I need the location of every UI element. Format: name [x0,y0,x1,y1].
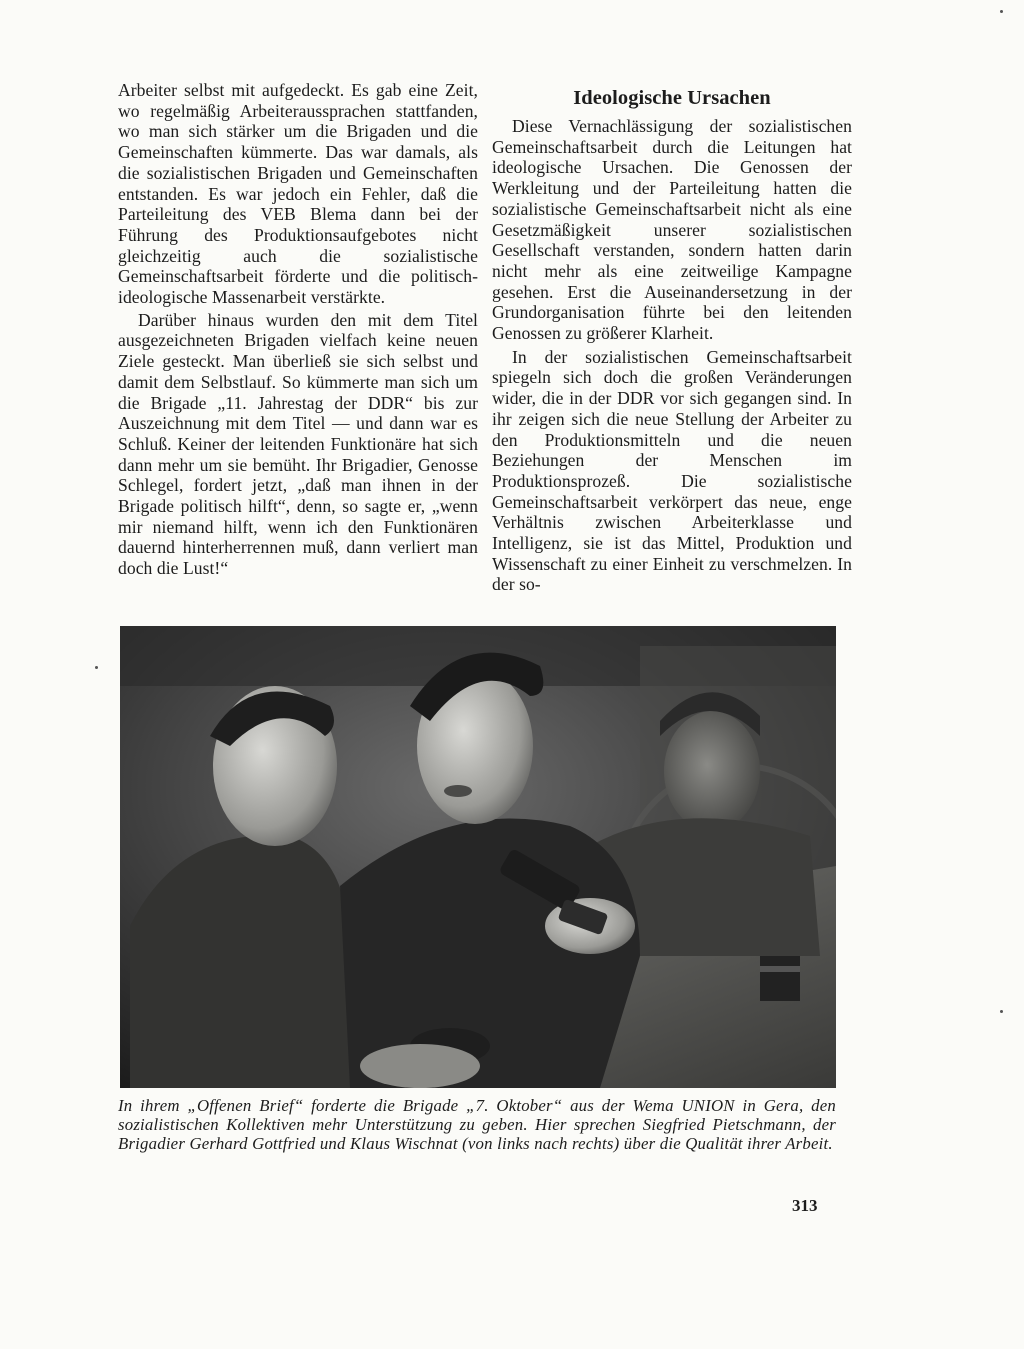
paragraph: Diese Vernachlässigung der sozialistischen Gemeinschaftsarbeit durch die Leitungen hat ideologische Ursachen. Die Genossen der Werkleitung und der Parteileitung hatten die sozialistische Gemeinschaftsarbeit nicht als eine Gesetzmäßigkeit unserer sozialistischen Gesellschaft verstanden, sondern hatten darin nicht mehr als eine zeitweilige Kampagne gesehen. Erst die Auseinandersetzung in der Grundorganisation führte bei den leitenden Genossen zu größerer Klarheit. [492,116,852,344]
left-text-column [118,80,478,579]
photograph-workers [120,626,836,1088]
photo-illustration [120,626,836,1088]
paragraph: Arbeiter selbst mit aufgedeckt. Es gab eine Zeit, wo regelmäßig Arbeiteraussprachen stattfanden, wo man sich stärker um die Brigaden und die Gemeinschaften kümmerte. Das war damals, als die sozialistischen Brigaden und Gemeinschaften entstanden. Es war jedoch ein Fehler, daß die Parteileitung des VEB Blema dann bei der Führung des Produktionsaufgebotes nicht gleichzeitig auch die sozialistische Gemeinschaftsarbeit förderte und die politisch-ideologische Massenarbeit verstärkte. [118,80,478,308]
scan-speck [95,666,98,669]
scan-speck [1000,1010,1003,1013]
photo-caption: In ihrem „Offenen Brief“ forderte die Brigade „7. Oktober“ aus der Wema UNION in Gera, den sozialistischen Kollektiven mehr Unterstützung zu geben. Hier sprechen Siegfried Pietschmann, der Brigadier Gerhard Gottfried und Klaus Wischnat (von links nach rechts) über die Qualität ihrer Arbeit. [118,1096,836,1153]
paragraph: In der sozialistischen Gemeinschaftsarbeit spiegeln sich doch die großen Veränderungen wider, die in der DDR vor sich gegangen sind. In ihr zeigen sich die neue Stellung der Arbeiter zu den Produktionsmitteln und die neuen Beziehungen der Menschen im Produktionsprozeß. Die sozialistische Gemeinschaftsarbeit verkörpert das neue, enge Verhältnis zwischen Arbeiterklasse und Intelligenz, sie ist das Mittel, Produktion und Wissenschaft zu einer Einheit zu verschmelzen. In der so- [492,346,852,595]
page-number: 313 [792,1196,818,1215]
section-heading: Ideologische Ursachen [573,87,771,109]
right-text-column [492,80,852,595]
paragraph: Darüber hinaus wurden den mit dem Titel ausgezeichneten Brigaden vielfach keine neuen Ziele gesteckt. Man überließ sie sich selbst und damit dem Selbstlauf. So kümmerte man sich um die Brigade „11. Jahrestag der DDR“ bis zur Auszeichnung mit dem Titel — und dann war es Schluß. Keiner der leitenden Funktionäre hat sich dann mehr um sie bemüht. Ihr Brigadier, Genosse Schlegel, fordert jetzt, „daß man ihnen in der Brigade politisch hilft“, denn, so sagte er, „wenn mir niemand hilft, wenn ich den Funktionären dauernd hinterherrennen muß, dann verliert man doch die Lust!“ [118,309,478,579]
scan-speck [1000,10,1003,13]
